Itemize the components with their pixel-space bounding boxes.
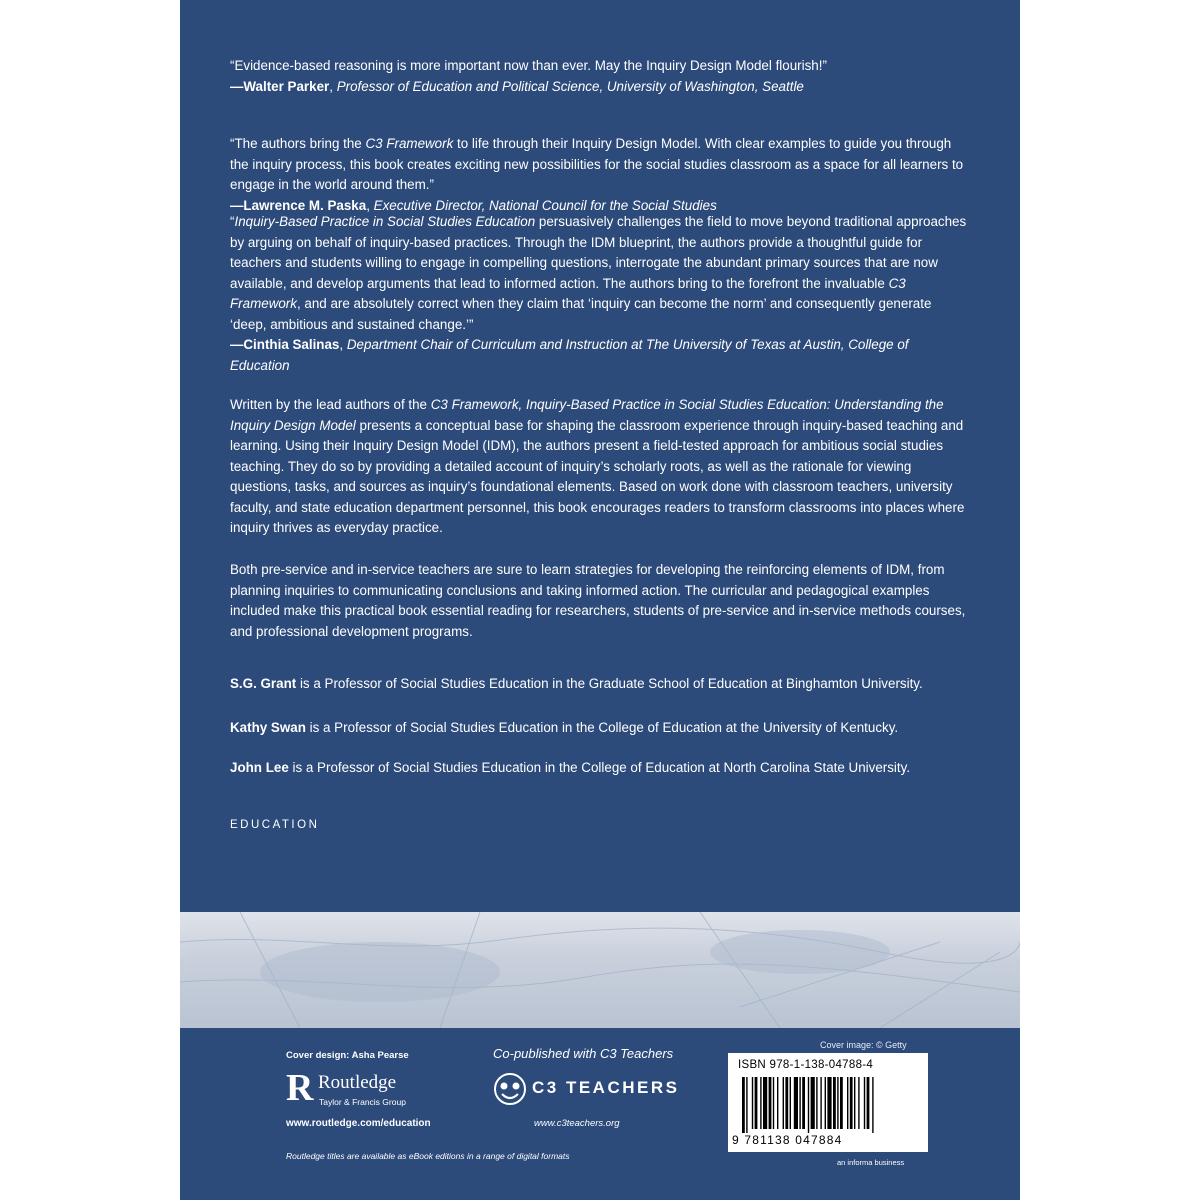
quote-text-emphasis: Inquiry-Based Practice in Social Studies Education xyxy=(234,214,536,229)
endorsement-quote-2 xyxy=(230,134,970,216)
barcode-bar xyxy=(785,1077,788,1129)
barcode-bar xyxy=(783,1077,784,1129)
c3-name: C3 TEACHERS xyxy=(532,1078,680,1097)
quote-attribution: —Cinthia Salinas, Department Chair of Curriculum and Instruction at The University of Texas at Austin, College of Education xyxy=(230,337,909,373)
c3-teachers-logo xyxy=(493,1072,693,1112)
barcode-bar xyxy=(790,1077,791,1129)
book-description-2: Both pre-service and in-service teachers are sure to learn strategies for developing the reinforcing elements of IDM, from planning inquiries to communicating conclusions and taking informed action. The curricular and pedagogical examples included make this practical book essential reading for researchers, students of pre-service and in-service methods courses, and professional development programs. xyxy=(230,562,966,639)
quote-author: —Lawrence M. Paska xyxy=(230,197,367,213)
routledge-r-icon: R xyxy=(286,1067,314,1109)
routledge-logo xyxy=(286,1067,446,1110)
description-text: presents a conceptual base for shaping the classroom experience through inquiry-based teaching and learning. Using their Inquiry Design Model (IDM), the authors present a field-tested approach for ambitious social studies teaching. They do so by providing a detailed account of inquiry’s scholarly roots, as well as the rationale for viewing questions, tasks, and sources as inquiry’s foundational elements. Based on work done with classroom teachers, university faculty, and state education department personnel, this book encourages readers to transform classrooms into places where inquiry thrives as everyday practice. xyxy=(230,417,965,535)
description-text: Written by the lead authors of the xyxy=(230,397,431,412)
quote-text-part: to life through their Inquiry Design Model. With clear examples to guide you through the inquiry process, this book creates exciting new possibilities for the social studies classroom as a space for all learners to engage in the world around them.” xyxy=(230,136,964,192)
barcode-digits: 9 781138 047884 xyxy=(732,1133,843,1147)
publisher-block xyxy=(286,1050,431,1129)
c3-url: www.c3teachers.org xyxy=(534,1118,620,1129)
quote-text-part: “ xyxy=(230,214,235,229)
barcode-bar xyxy=(752,1077,753,1129)
quote-text-emphasis: C3 Framework xyxy=(230,275,906,311)
barcode-bar xyxy=(827,1077,831,1129)
barcode-bar xyxy=(799,1077,800,1129)
endorsement-quote-1 xyxy=(230,56,970,97)
barcode-bar xyxy=(811,1077,815,1129)
author-bio-text: is a Professor of Social Studies Education in the Graduate School of Education at Binghamton University. xyxy=(296,676,923,691)
author-bio-3 xyxy=(230,758,970,779)
barcode-bar xyxy=(760,1077,761,1129)
barcode-bar xyxy=(794,1077,798,1129)
barcode-bar xyxy=(858,1077,859,1129)
quote-text-part: persuasively challenges the field to move beyond traditional approaches by arguing on behalf of inquiry-based practices. Through the IDM blueprint, the authors provide a thoughtful guide for teachers and students willing to engage in compelling questions, interrogate the abundant primary sources that are now available, and develop arguments that lead to informed action. The authors bring to the forefront the invaluable xyxy=(230,214,967,291)
informa-tagline: an informa business xyxy=(837,1158,905,1167)
barcode-bar xyxy=(847,1077,848,1129)
author-name: S.G. Grant xyxy=(230,676,297,691)
copublisher-block xyxy=(493,1046,680,1129)
barcode-bar xyxy=(808,1077,809,1133)
barcode-bar xyxy=(755,1077,758,1129)
barcode-bar xyxy=(854,1077,855,1129)
barcode-bar xyxy=(777,1077,778,1129)
author-bio-text: is a Professor of Social Studies Education in the College of Education at the University of Kentucky. xyxy=(305,720,899,735)
barcode-bar xyxy=(833,1077,836,1129)
quote-text xyxy=(230,212,970,335)
map-texture-graphic xyxy=(180,912,1020,1028)
quote-role: Department Chair of Curriculum and Instruction at The University of Texas at Austin, College of Education xyxy=(230,337,909,373)
ebook-note: Routledge titles are available as eBook editions in a range of digital formats xyxy=(286,1151,570,1161)
author-name: John Lee xyxy=(230,760,289,775)
barcode-bars xyxy=(742,1077,918,1133)
quote-text-part: , and are absolutely correct when they claim that ‘inquiry can become the norm’ and consequently generate ‘deep, ambitious and sustained change.’” xyxy=(230,296,932,332)
author-name: Kathy Swan xyxy=(230,720,306,735)
barcode-bar xyxy=(769,1077,772,1129)
author-bio-2 xyxy=(230,718,970,739)
publisher-url: www.routledge.com/education xyxy=(286,1118,431,1129)
back-cover xyxy=(180,0,1020,1200)
barcode-bar xyxy=(820,1077,821,1129)
barcode-bar xyxy=(837,1077,838,1129)
barcode-bar xyxy=(773,1077,774,1129)
endorsement-quote-3 xyxy=(230,212,970,376)
barcode-bar xyxy=(872,1077,873,1133)
isbn-barcode xyxy=(728,1053,928,1152)
isbn-number: ISBN 978-1-138-04788-4 xyxy=(738,1059,874,1071)
book-description-1 xyxy=(230,395,970,539)
quote-text xyxy=(230,134,970,196)
barcode-bar xyxy=(864,1077,865,1129)
publisher-group: Taylor & Francis Group xyxy=(319,1097,406,1107)
barcode-bar xyxy=(850,1077,853,1129)
description-emphasis: C3 Framework, Inquiry-Based Practice in Social Studies Education: Understanding the Inquiry Design Model xyxy=(230,397,944,433)
barcode-bar xyxy=(802,1077,805,1129)
cover-design-credit: Cover design: Asha Pearse xyxy=(286,1050,409,1061)
decorative-photo-band xyxy=(180,912,1020,1028)
quote-author: —Cinthia Salinas xyxy=(230,337,340,352)
cover-image-credit: Cover image: © Getty xyxy=(820,1040,907,1050)
barcode-bar xyxy=(825,1077,826,1129)
barcode-bar xyxy=(816,1077,817,1129)
barcode-bar xyxy=(746,1077,747,1133)
barcode-bar xyxy=(867,1077,870,1129)
c3-seal-icon xyxy=(493,1072,527,1106)
quote-attribution: —Walter Parker, Professor of Education and Political Science, University of Washington, Seattle xyxy=(230,78,804,94)
copublished-note: Co-published with C3 Teachers xyxy=(493,1046,674,1061)
publisher-name: Routledge xyxy=(318,1072,397,1093)
author-bio-text: is a Professor of Social Studies Education in the College of Education at North Carolina State University. xyxy=(288,760,911,775)
barcode-bar xyxy=(763,1077,767,1129)
quote-text: “Evidence-based reasoning is more important now than ever. May the Inquiry Design Model flourish!” xyxy=(230,58,827,73)
quote-attribution: —Lawrence M. Paska, Executive Director, National Council for the Social Studies xyxy=(230,197,717,213)
barcode-bar xyxy=(840,1077,843,1129)
quote-role: Executive Director, National Council for the Social Studies xyxy=(373,197,717,213)
quote-text-part: “The authors bring the xyxy=(230,136,366,151)
subject-category: EDUCATION xyxy=(230,819,320,831)
quote-author: —Walter Parker xyxy=(230,78,330,94)
author-bio-1 xyxy=(230,674,970,695)
barcode-bar xyxy=(742,1077,745,1133)
quote-text-emphasis: C3 Framework xyxy=(365,136,454,151)
quote-role: Professor of Education and Political Science, University of Washington, Seattle xyxy=(336,78,804,94)
